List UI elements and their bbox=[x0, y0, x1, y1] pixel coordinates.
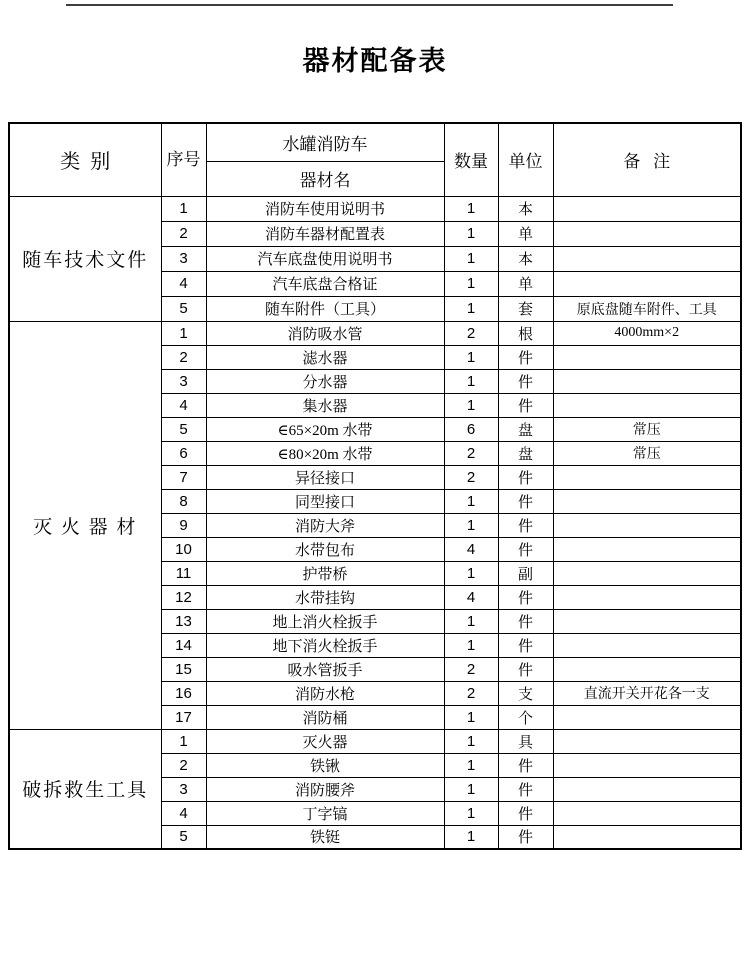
qty-cell: 6 bbox=[444, 417, 498, 441]
remark-cell: 直流开关开花各一支 bbox=[553, 681, 741, 705]
qty-cell: 1 bbox=[444, 196, 498, 221]
remark-cell bbox=[553, 489, 741, 513]
qty-cell: 1 bbox=[444, 246, 498, 271]
unit-cell: 具 bbox=[498, 729, 553, 753]
serial-cell: 3 bbox=[161, 369, 206, 393]
unit-cell: 本 bbox=[498, 196, 553, 221]
remark-cell bbox=[553, 369, 741, 393]
remark-cell: 4000mm×2 bbox=[553, 321, 741, 345]
remark-cell bbox=[553, 585, 741, 609]
remark-cell bbox=[553, 271, 741, 296]
unit-cell: 件 bbox=[498, 585, 553, 609]
header-equipment-name: 器材名 bbox=[206, 161, 444, 196]
qty-cell: 1 bbox=[444, 777, 498, 801]
header-category: 类 别 bbox=[9, 123, 161, 196]
qty-cell: 2 bbox=[444, 657, 498, 681]
unit-cell: 副 bbox=[498, 561, 553, 585]
name-cell: 消防水枪 bbox=[206, 681, 444, 705]
serial-cell: 5 bbox=[161, 296, 206, 321]
name-cell: 护带桥 bbox=[206, 561, 444, 585]
name-cell: 随车附件（工具） bbox=[206, 296, 444, 321]
qty-cell: 1 bbox=[444, 801, 498, 825]
name-cell: ∈65×20m 水带 bbox=[206, 417, 444, 441]
remark-cell bbox=[553, 633, 741, 657]
unit-cell: 根 bbox=[498, 321, 553, 345]
top-rule-divider bbox=[66, 4, 673, 6]
table-row bbox=[9, 196, 741, 221]
qty-cell: 2 bbox=[444, 441, 498, 465]
unit-cell: 件 bbox=[498, 633, 553, 657]
name-cell: 地上消火栓扳手 bbox=[206, 609, 444, 633]
qty-cell: 2 bbox=[444, 465, 498, 489]
serial-cell: 12 bbox=[161, 585, 206, 609]
unit-cell: 单 bbox=[498, 271, 553, 296]
qty-cell: 1 bbox=[444, 489, 498, 513]
unit-cell: 件 bbox=[498, 657, 553, 681]
qty-cell: 4 bbox=[444, 537, 498, 561]
serial-cell: 9 bbox=[161, 513, 206, 537]
header-quantity: 数量 bbox=[444, 123, 498, 196]
remark-cell bbox=[553, 705, 741, 729]
table-row bbox=[9, 729, 741, 753]
serial-cell: 11 bbox=[161, 561, 206, 585]
unit-cell: 件 bbox=[498, 489, 553, 513]
qty-cell: 1 bbox=[444, 513, 498, 537]
serial-cell: 2 bbox=[161, 345, 206, 369]
name-cell: 异径接口 bbox=[206, 465, 444, 489]
serial-cell: 4 bbox=[161, 271, 206, 296]
header-truck-type: 水罐消防车 bbox=[206, 123, 444, 161]
serial-cell: 2 bbox=[161, 753, 206, 777]
remark-cell bbox=[553, 729, 741, 753]
name-cell: 铁铤 bbox=[206, 825, 444, 849]
category-cell: 破拆救生工具 bbox=[9, 729, 161, 849]
remark-cell bbox=[553, 777, 741, 801]
serial-cell: 17 bbox=[161, 705, 206, 729]
unit-cell: 件 bbox=[498, 609, 553, 633]
serial-cell: 2 bbox=[161, 221, 206, 246]
qty-cell: 1 bbox=[444, 633, 498, 657]
remark-cell: 原底盘随车附件、工具 bbox=[553, 296, 741, 321]
name-cell: 消防车器材配置表 bbox=[206, 221, 444, 246]
serial-cell: 16 bbox=[161, 681, 206, 705]
unit-cell: 套 bbox=[498, 296, 553, 321]
qty-cell: 1 bbox=[444, 825, 498, 849]
qty-cell: 1 bbox=[444, 296, 498, 321]
remark-cell bbox=[553, 513, 741, 537]
unit-cell: 件 bbox=[498, 801, 553, 825]
qty-cell: 1 bbox=[444, 609, 498, 633]
remark-cell bbox=[553, 537, 741, 561]
remark-cell bbox=[553, 393, 741, 417]
unit-cell: 件 bbox=[498, 465, 553, 489]
unit-cell: 个 bbox=[498, 705, 553, 729]
serial-cell: 3 bbox=[161, 777, 206, 801]
serial-cell: 8 bbox=[161, 489, 206, 513]
remark-cell bbox=[553, 825, 741, 849]
serial-cell: 5 bbox=[161, 825, 206, 849]
name-cell: 地下消火栓扳手 bbox=[206, 633, 444, 657]
name-cell: 消防车使用说明书 bbox=[206, 196, 444, 221]
qty-cell: 1 bbox=[444, 705, 498, 729]
unit-cell: 单 bbox=[498, 221, 553, 246]
name-cell: 吸水管扳手 bbox=[206, 657, 444, 681]
header-row-1 bbox=[9, 123, 741, 161]
unit-cell: 支 bbox=[498, 681, 553, 705]
table-body bbox=[9, 196, 741, 849]
qty-cell: 2 bbox=[444, 321, 498, 345]
unit-cell: 件 bbox=[498, 537, 553, 561]
name-cell: 灭火器 bbox=[206, 729, 444, 753]
unit-cell: 件 bbox=[498, 753, 553, 777]
unit-cell: 盘 bbox=[498, 417, 553, 441]
name-cell: 丁字镐 bbox=[206, 801, 444, 825]
name-cell: 水带挂钩 bbox=[206, 585, 444, 609]
qty-cell: 4 bbox=[444, 585, 498, 609]
name-cell: 水带包布 bbox=[206, 537, 444, 561]
remark-cell: 常压 bbox=[553, 417, 741, 441]
remark-cell bbox=[553, 465, 741, 489]
serial-cell: 15 bbox=[161, 657, 206, 681]
qty-cell: 1 bbox=[444, 271, 498, 296]
header-unit: 单位 bbox=[498, 123, 553, 196]
name-cell: 消防腰斧 bbox=[206, 777, 444, 801]
remark-cell: 常压 bbox=[553, 441, 741, 465]
unit-cell: 件 bbox=[498, 369, 553, 393]
serial-cell: 10 bbox=[161, 537, 206, 561]
qty-cell: 1 bbox=[444, 393, 498, 417]
serial-cell: 13 bbox=[161, 609, 206, 633]
qty-cell: 1 bbox=[444, 561, 498, 585]
unit-cell: 件 bbox=[498, 393, 553, 417]
table-row bbox=[9, 321, 741, 345]
remark-cell bbox=[553, 657, 741, 681]
remark-cell bbox=[553, 196, 741, 221]
remark-cell bbox=[553, 345, 741, 369]
serial-cell: 1 bbox=[161, 321, 206, 345]
unit-cell: 件 bbox=[498, 825, 553, 849]
category-cell: 随车技术文件 bbox=[9, 196, 161, 321]
name-cell: 消防桶 bbox=[206, 705, 444, 729]
name-cell: 集水器 bbox=[206, 393, 444, 417]
unit-cell: 件 bbox=[498, 345, 553, 369]
unit-cell: 盘 bbox=[498, 441, 553, 465]
remark-cell bbox=[553, 753, 741, 777]
name-cell: 分水器 bbox=[206, 369, 444, 393]
header-remarks: 备 注 bbox=[553, 123, 741, 196]
serial-cell: 1 bbox=[161, 196, 206, 221]
remark-cell bbox=[553, 561, 741, 585]
qty-cell: 1 bbox=[444, 753, 498, 777]
serial-cell: 1 bbox=[161, 729, 206, 753]
remark-cell bbox=[553, 801, 741, 825]
serial-cell: 5 bbox=[161, 417, 206, 441]
remark-cell bbox=[553, 246, 741, 271]
category-cell: 灭 火 器 材 bbox=[9, 321, 161, 729]
serial-cell: 14 bbox=[161, 633, 206, 657]
serial-cell: 7 bbox=[161, 465, 206, 489]
serial-cell: 6 bbox=[161, 441, 206, 465]
name-cell: 同型接口 bbox=[206, 489, 444, 513]
qty-cell: 1 bbox=[444, 221, 498, 246]
unit-cell: 本 bbox=[498, 246, 553, 271]
name-cell: ∈80×20m 水带 bbox=[206, 441, 444, 465]
name-cell: 消防吸水管 bbox=[206, 321, 444, 345]
name-cell: 滤水器 bbox=[206, 345, 444, 369]
remark-cell bbox=[553, 221, 741, 246]
equipment-table bbox=[8, 122, 742, 850]
name-cell: 消防大斧 bbox=[206, 513, 444, 537]
page-title: 器材配备表 bbox=[302, 46, 448, 76]
serial-cell: 4 bbox=[161, 801, 206, 825]
qty-cell: 1 bbox=[444, 729, 498, 753]
name-cell: 汽车底盘合格证 bbox=[206, 271, 444, 296]
unit-cell: 件 bbox=[498, 513, 553, 537]
name-cell: 铁锹 bbox=[206, 753, 444, 777]
serial-cell: 3 bbox=[161, 246, 206, 271]
name-cell: 汽车底盘使用说明书 bbox=[206, 246, 444, 271]
serial-cell: 4 bbox=[161, 393, 206, 417]
remark-cell bbox=[553, 609, 741, 633]
qty-cell: 2 bbox=[444, 681, 498, 705]
unit-cell: 件 bbox=[498, 777, 553, 801]
header-serial: 序号 bbox=[161, 123, 206, 196]
table-header bbox=[9, 123, 741, 196]
qty-cell: 1 bbox=[444, 345, 498, 369]
qty-cell: 1 bbox=[444, 369, 498, 393]
